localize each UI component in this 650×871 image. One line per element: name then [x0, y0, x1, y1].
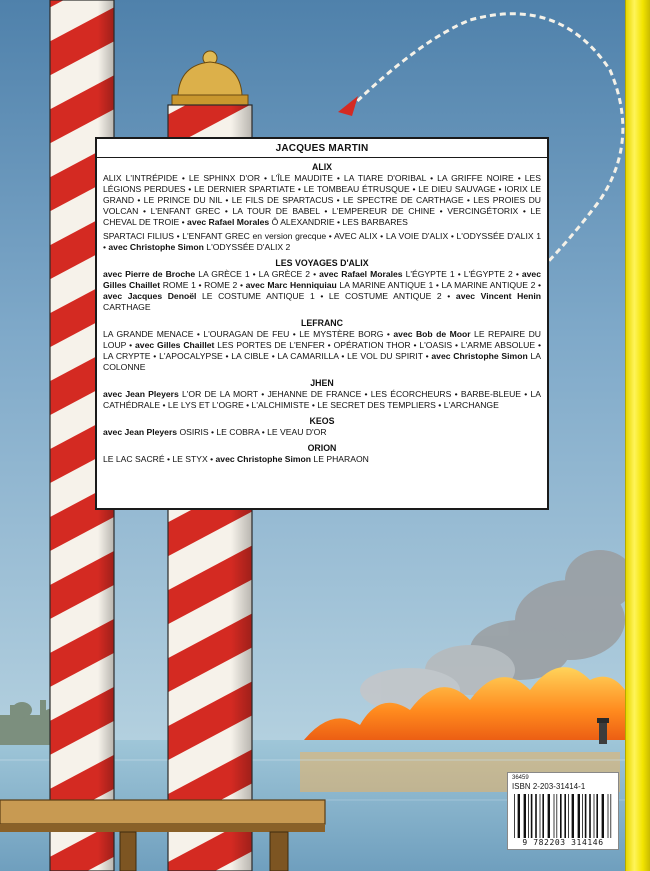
series-title-list	[103, 173, 541, 228]
barcode-bar	[610, 794, 611, 838]
book-spine	[625, 0, 650, 871]
series-heading: LEFRANC	[300, 318, 344, 328]
album-titles: LES PORTES DE L'ENFER • OPÉRATION THOR • L'OASIS • L'ARME ABSOLUE • LA CRYPTE • L'APOCALYPSE • LA CIBLE • LA CAMARILLA • LE VOL DU SPIRIT •	[103, 340, 541, 361]
barcode-bar	[556, 794, 557, 838]
barcode-bar	[564, 794, 566, 838]
collaborator-name: avec Marc Henniquiau	[245, 280, 337, 290]
series-title-list	[103, 454, 541, 465]
collaborator-name: avec Vincent Henin	[455, 291, 541, 301]
collaborator-name: avec Jacques Denoël	[103, 291, 197, 301]
series-section	[103, 443, 541, 465]
series-section	[103, 378, 541, 411]
barcode-code: 36459	[512, 775, 529, 781]
barcode-bar	[514, 794, 515, 838]
album-titles: SPARTACI FILIUS • L'ENFANT GREC en version grecque • AVEC ALIX • LA VOIE D'ALIX • L'ODYSSÉE D'ALIX 1 •	[103, 231, 541, 252]
barcode-bar	[540, 794, 541, 838]
album-titles: L'OR DE LA MORT • JEHANNE DE FRANCE • LES ÉCORCHEURS • BARBE-BLEUE • LA CATHÉDRALE • LE LYS ET L'OGRE • L'ALCHIMISTE • LE SECRET DES TEMPLIERS • L'ARCHANGE	[103, 389, 542, 410]
album-titles: L'ODYSSÉE D'ALIX 2	[203, 242, 291, 252]
barcode-bar	[608, 794, 609, 838]
collaborator-name: avec Bob de Moor	[393, 329, 471, 339]
barcode-box	[507, 772, 619, 850]
barcode-bar	[572, 794, 574, 838]
barcode-bar	[528, 794, 529, 838]
barcode-bar	[596, 794, 598, 838]
collaborator-name: avec Gilles Chaillet	[135, 340, 215, 350]
series-heading: ORION	[307, 443, 337, 453]
series-heading: JHEN	[310, 378, 334, 388]
album-titles: OSIRIS • LE COBRA • LE VEAU D'OR	[177, 427, 327, 437]
collaborator-name: avec Gilles Chaillet	[103, 269, 541, 290]
album-titles: Ô ALEXANDRIE • LES BARBARES	[269, 217, 408, 227]
album-titles: LE COSTUME ANTIQUE 1 • LE COSTUME ANTIQUE 2 •	[196, 291, 456, 301]
collaborator-name: avec Rafael Morales	[187, 217, 270, 227]
barcode-bar	[542, 794, 544, 838]
series-section	[103, 162, 541, 253]
album-titles: ALIX L'INTRÉPIDE • LE SPHINX D'OR • L'ÎLE MAUDITE • LA TIARE D'ORIBAL • LA GRIFFE NOIRE • LES LÉGIONS PERDUES • LE DERNIER SPARTIATE • LE TOMBEAU ÉTRUSQUE • LE DIEU SAUVAGE • IORIX LE GRAND • LE PRINCE DU NIL • LE FILS DE SPARTACUS • LE SPECTRE DE CARTHAGE • LES PROIES DU VOLCAN • L'ENFANT GREC • LA TOUR DE BABEL • L'EMPEREUR DE CHINE • VERCINGÉTORIX • LE CHEVAL DE TROIE •	[103, 173, 541, 227]
barcode-bar	[589, 794, 591, 838]
series-title-list	[103, 269, 541, 313]
album-titles: L'ÉGYPTE 1 • L'ÉGYPTE 2 •	[402, 269, 522, 279]
barcode-bar	[568, 794, 569, 838]
album-titles: LA MARINE ANTIQUE 1 • LA MARINE ANTIQUE 2 •	[336, 280, 541, 290]
series-title-list	[103, 329, 541, 373]
series-section	[103, 258, 541, 313]
series-heading: LES VOYAGES D'ALIX	[275, 258, 369, 268]
series-section	[103, 416, 541, 438]
album-titles: LA GRANDE MENACE • L'OURAGAN DE FEU • LE MYSTÈRE BORG •	[103, 329, 394, 339]
barcode-bar	[554, 794, 555, 838]
series-title-list	[103, 427, 541, 438]
album-titles: LA GRÈCE 1 • LA GRÈCE 2 •	[195, 269, 320, 279]
isbn-label: ISBN 2-203-31414-1	[512, 782, 586, 791]
barcode-bar	[582, 794, 583, 838]
barcode-bar	[535, 794, 537, 838]
album-titles: LE PHARAON	[311, 454, 369, 464]
collaborator-name: avec Jean Pleyers	[103, 389, 179, 399]
barcode-bar	[524, 794, 526, 838]
series-heading: ALIX	[311, 162, 333, 172]
series-heading: KEOS	[309, 416, 335, 426]
panel-title: JACQUES MARTIN	[97, 143, 547, 158]
collaborator-name: avec Rafael Morales	[319, 269, 403, 279]
barcode-digits: 9 782203 314146	[522, 838, 604, 847]
collaborator-name: avec Christophe Simon	[431, 351, 528, 361]
barcode-bar	[531, 794, 533, 838]
collaborator-name: avec Christophe Simon	[215, 454, 312, 464]
series-title-list	[103, 389, 541, 411]
collaborator-name: avec Christophe Simon	[108, 242, 204, 252]
series-title-list	[103, 231, 541, 253]
album-titles: ROME 1 • ROME 2 •	[160, 280, 246, 290]
barcode-bar	[602, 794, 604, 838]
barcode-bar	[548, 794, 550, 838]
album-titles: LE LAC SACRÉ • LE STYX •	[103, 454, 216, 464]
album-titles: LE REPAIRE DU LOUP •	[103, 329, 541, 350]
album-titles: LA COLONNE	[103, 351, 541, 372]
album-titles: CARTHAGE	[103, 302, 151, 312]
barcode-bar	[560, 794, 562, 838]
barcode-bar	[578, 794, 580, 838]
bibliography-panel	[95, 137, 549, 510]
barcode-bar	[594, 794, 595, 838]
bibliography-sections	[103, 162, 541, 465]
barcode-bar	[585, 794, 587, 838]
collaborator-name: avec Jean Pleyers	[103, 427, 178, 437]
barcode-bars	[512, 794, 614, 838]
collaborator-name: avec Pierre de Broche	[103, 269, 196, 279]
barcode-bar	[518, 794, 520, 838]
series-section	[103, 318, 541, 373]
